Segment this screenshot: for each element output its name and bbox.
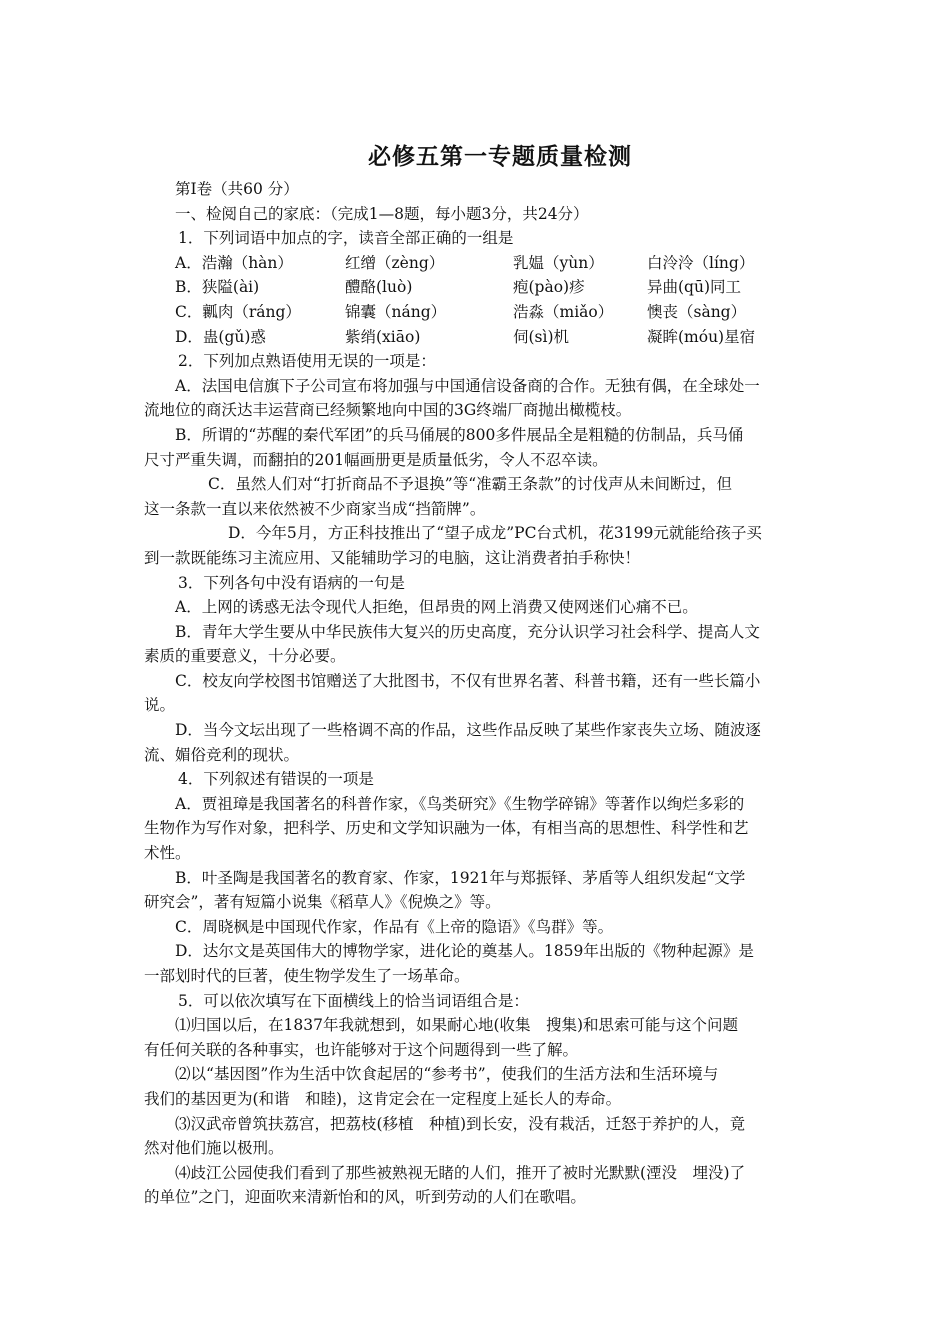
question-1-row-a — [0, 251, 950, 276]
text-line: 一部划时代的巨著，使生物学发生了一场革命。 — [144, 967, 470, 985]
option-cell: 锦囊（náng） — [345, 302, 447, 321]
question-3-stem: 3．下列各句中没有语病的一句是 — [178, 573, 405, 592]
option-cell: A．浩瀚（hàn） — [175, 253, 293, 272]
text-line: A．贾祖璋是我国著名的科普作家，《鸟类研究》《生物学碎锦》等著作以绚烂多彩的 — [175, 794, 745, 813]
question-1-row-d — [0, 325, 950, 350]
text-line: B．叶圣陶是我国著名的教育家、作家，1921年与郑振铎、茅盾等人组织发起“文学 — [175, 868, 746, 887]
option-cell: 醴酪(luò) — [345, 278, 413, 297]
question-5-stem: 5．可以依次填写在下面横线上的恰当词语组合是： — [178, 991, 529, 1010]
text-line: ⑷歧江公园使我们看到了那些被熟视无睹的人们，推开了被时光默默(湮没 埋没)了 — [175, 1163, 746, 1182]
part-heading: 一、检阅自己的家底：（完成1—8题，每小题3分，共24分） — [175, 204, 589, 223]
text-line: 到一款既能练习主流应用、又能辅助学习的电脑，这让消费者拍手称快！ — [144, 548, 641, 567]
question-1-row-c — [0, 300, 950, 325]
text-line: 尺寸严重失调，而翻拍的201幅画册更是质量低劣，令人不忍卒读。 — [144, 450, 608, 469]
question-4-stem: 4．下列叙述有错误的一项是 — [178, 770, 374, 789]
question-2-stem: 2．下列加点熟语使用无误的一项是： — [178, 352, 436, 371]
section-heading: 第Ⅰ卷（共60 分） — [175, 180, 299, 198]
option-cell: 红缯（zèng） — [345, 253, 445, 272]
text-line: 我们的基因更为(和谐 和睦)，这肯定会在一定程度上延长人的寿命。 — [144, 1089, 622, 1108]
option-cell: D．蛊(gǔ)惑 — [175, 327, 266, 346]
text-line: 素质的重要意义，十分必要。 — [144, 647, 346, 666]
option-cell: C．瓤肉（ráng） — [175, 302, 301, 321]
question-1-row-b — [0, 275, 950, 300]
text-line: 有任何关联的各种事实，也许能够对于这个问题得到一些了解。 — [144, 1040, 579, 1059]
option-cell: 乳媪（yùn） — [513, 253, 604, 272]
text-line: ⑶汉武帝曾筑扶荔宫，把荔枝(移植 种植)到长安，没有栽活，迁怒于养护的人，竟 — [175, 1114, 746, 1133]
text-line: A．上网的诱惑无法令现代人拒绝，但昂贵的网上消费又使网迷们心痛不已。 — [175, 598, 698, 617]
text-line: 流地位的商沃达丰运营商已经频繁地向中国的3G终端厂商抛出橄榄枝。 — [144, 401, 632, 420]
text-line: 流、媚俗竞利的现状。 — [144, 745, 300, 764]
option-cell: 紫绡(xiāo) — [345, 327, 421, 346]
text-line: D．当今文坛出现了一些格调不高的作品，这些作品反映了某些作家丧失立场、随波逐 — [175, 721, 761, 740]
text-line: C．校友向学校图书馆赠送了大批图书，不仅有世界名著、科普书籍，还有一些长篇小 — [175, 671, 761, 690]
option-cell: 伺(sì)机 — [513, 327, 570, 346]
text-line: B．所谓的“苏醒的秦代军团”的兵马俑展的800多件展品全是粗糙的仿制品，兵马俑 — [175, 425, 744, 444]
page-title: 必修五第一专题质量检测 — [368, 144, 632, 170]
option-cell: 异曲(qū)同工 — [647, 278, 741, 297]
text-line: B．青年大学生要从中华民族伟大复兴的历史高度，充分认识学习社会科学、提高人文 — [175, 622, 760, 641]
text-line: ⑵以“基因图”作为生活中饮食起居的“参考书”，使我们的生活方法和生活环境与 — [175, 1065, 719, 1084]
text-line: 的单位”之门，迎面吹来清新怡和的风，听到劳动的人们在歌唱。 — [144, 1188, 586, 1207]
option-cell: B．狭隘(ài) — [175, 278, 260, 297]
option-cell: 浩淼（miǎo） — [513, 302, 614, 321]
text-line: D．达尔文是英国伟大的博物学家，进化论的奠基人。1859年出版的《物种起源》是 — [175, 942, 754, 961]
option-cell: 懊丧（sàng） — [647, 302, 747, 321]
text-line: 这一条款一直以来依然被不少商家当成“挡箭牌”。 — [144, 499, 486, 518]
text-line: 然对他们施以极刑。 — [144, 1139, 284, 1158]
text-line: C．虽然人们对“打折商品不予退换”等“准霸王条款”的讨伐声从未间断过，但 — [208, 475, 733, 494]
text-line: 研究会”，著有短篇小说集《稻草人》《倪焕之》等。 — [144, 893, 501, 912]
text-line: 术性。 — [144, 844, 191, 863]
text-line: 说。 — [144, 696, 176, 715]
text-line: 生物作为写作对象，把科学、历史和文学知识融为一体，有相当高的思想性、科学性和艺 — [144, 819, 749, 838]
text-line: ⑴归国以后，在1837年我就想到，如果耐心地(收集 搜集)和思索可能与这个问题 — [175, 1016, 739, 1035]
question-1-stem: 1．下列词语中加点的字，读音全部正确的一组是 — [178, 229, 514, 248]
option-cell: 凝眸(móu)星宿 — [647, 327, 756, 346]
text-line: D．今年5月，方正科技推出了“望子成龙”PC台式机，花3199元就能给孩子买 — [228, 524, 762, 543]
document-body — [0, 177, 950, 1210]
option-cell: 白泠泠（líng） — [647, 253, 755, 272]
option-cell: 疱(pào)疹 — [513, 278, 585, 297]
text-line: A．法国电信旗下子公司宣布将加强与中国通信设备商的合作。无独有偶，在全球处一 — [175, 376, 760, 395]
text-line: C．周晓枫是中国现代作家，作品有《上帝的隐语》《鸟群》等。 — [175, 917, 614, 936]
